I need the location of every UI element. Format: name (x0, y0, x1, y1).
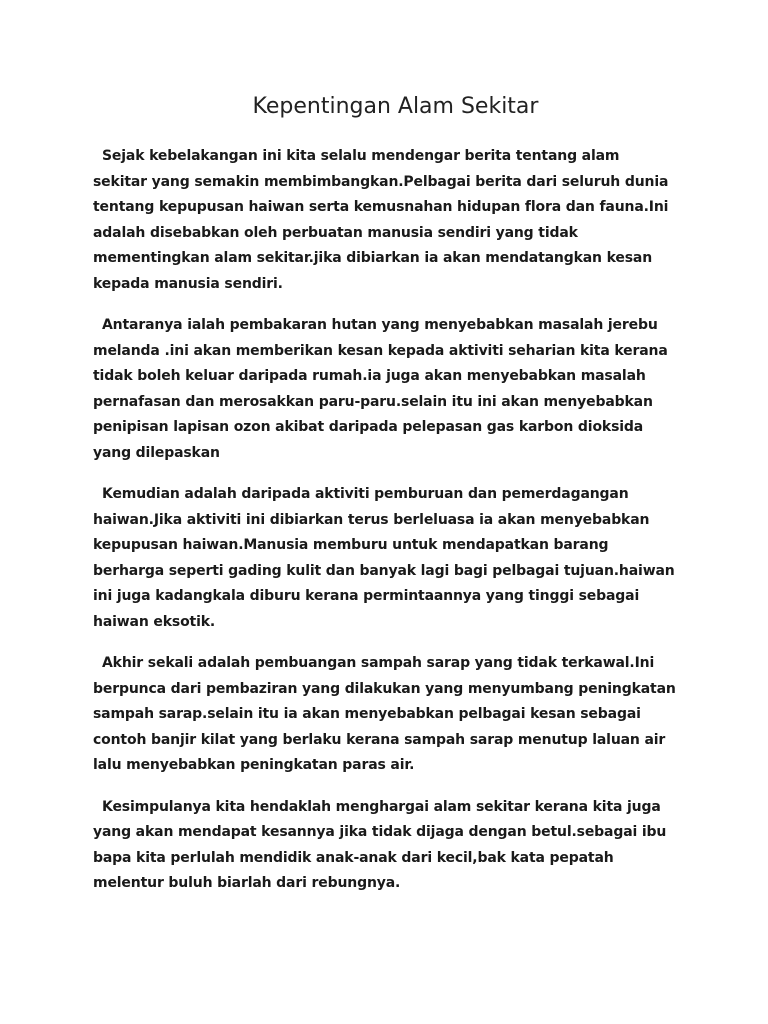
paragraph-animal-hunting: Kemudian adalah daripada aktiviti pemburuan dan pemerdagangan haiwan.Jika aktiviti ini dibiarkan terus berleluasa ia akan menyebabkan kepupusan haiwan.Manusia memburu untuk mendapatkan barang berharga seperti gading kulit dan banyak lagi bagi pelbagai tujuan.haiwan ini juga kadangkala diburu kerana permintaannya yang tinggi sebagai haiwan eksotik. (93, 486, 675, 630)
paragraph-waste-disposal: Akhir sekali adalah pembuangan sampah sarap yang tidak terkawal.Ini berpunca dari pembaziran yang dilakukan yang menyumbang peningkatan sampah sarap.selain itu ia akan menyebabkan pelbagai kesan sebagai contoh banjir kilat yang berlaku kerana sampah sarap menutup laluan air lalu menyebabkan peningkatan paras air. (93, 655, 676, 773)
paragraph-forest-burning: Antaranya ialah pembakaran hutan yang menyebabkan masalah jerebu melanda .ini akan memberikan kesan kepada aktiviti seharian kita kerana tidak boleh keluar daripada rumah.ia juga akan menyebabkan masalah pernafasan dan merosakkan paru-paru.selain itu ini akan menyebabkan penipisan lapisan ozon akibat daripada pelepasan gas karbon dioksida yang dilepaskan (93, 317, 668, 461)
document-title: Kepentingan Alam Sekitar (252, 94, 539, 119)
paragraph-intro: Sejak kebelakangan ini kita selalu mendengar berita tentang alam sekitar yang semakin membimbangkan.Pelbagai berita dari seluruh dunia tentang kepupusan haiwan serta kemusnahan hidupan flora dan fauna.Ini adalah disebabkan oleh perbuatan manusia sendiri yang tidak mementingkan alam sekitar.jika dibiarkan ia akan mendatangkan kesan kepada manusia sendiri. (93, 148, 669, 292)
paragraph-conclusion: Kesimpulanya kita hendaklah menghargai alam sekitar kerana kita juga yang akan mendapat kesannya jika tidak dijaga dengan betul.sebagai ibu bapa kita perlulah mendidik anak-anak dari kecil,bak kata pepatah melentur buluh biarlah dari rebungnya. (93, 798, 667, 891)
